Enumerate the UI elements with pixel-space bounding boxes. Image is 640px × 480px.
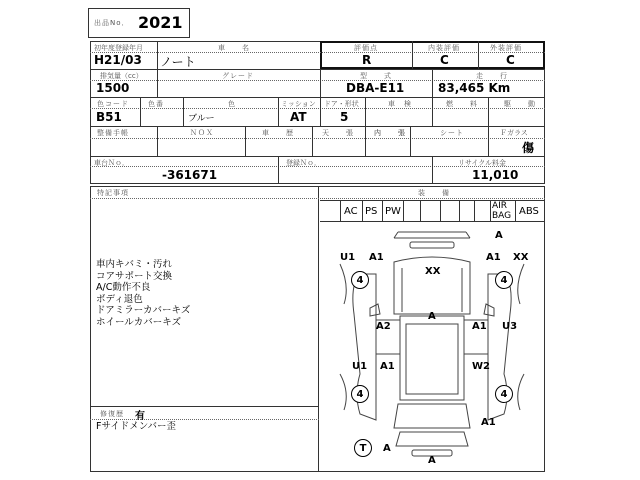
reg-label: 登録Ｎｏ． xyxy=(286,159,321,167)
glass-value: 傷 xyxy=(522,141,535,155)
interior-value: C xyxy=(440,53,449,67)
equip-ac: AC xyxy=(344,206,358,217)
roof-label: 天 張 xyxy=(322,129,354,137)
equip-ps: PS xyxy=(365,206,378,217)
mark-roof: A xyxy=(428,311,436,322)
seat-label: シート xyxy=(440,129,464,137)
mark-left-door: A2 xyxy=(376,321,391,332)
doors-label: ドア・形状 xyxy=(324,100,359,108)
lot-label: 出品No． xyxy=(94,19,130,27)
interior-label: 内装評価 xyxy=(428,44,460,52)
year-label: 初年度登録年月 xyxy=(94,44,143,52)
score-label: 評価点 xyxy=(354,44,378,52)
recycle-label: リサイクル料金 xyxy=(458,159,507,167)
history-label: 車 歴 xyxy=(262,129,294,137)
score-value: R xyxy=(362,53,372,67)
mark-right-rear: W2 xyxy=(472,361,490,372)
color-label: 色 xyxy=(228,100,236,108)
note-line: A/C動作不良 xyxy=(96,282,151,293)
glass-label: Ｆガラス xyxy=(500,129,528,137)
equipment-label: 装 備 xyxy=(418,189,450,197)
repair-label: 修復歴 xyxy=(100,410,124,418)
exterior-value: C xyxy=(506,53,515,67)
mark-left-rear2: A1 xyxy=(380,361,395,372)
color-value: ブルー xyxy=(188,114,215,124)
name-label: 車 名 xyxy=(218,44,250,52)
note-line: ドアミラーカバーキズ xyxy=(96,305,191,316)
mark-rear-right: A1 xyxy=(481,417,496,428)
tire-front-right: 4 xyxy=(495,271,513,289)
mark-hood-xx: XX xyxy=(425,266,441,277)
mission-label: ミッション xyxy=(281,100,316,108)
equip-pw: PW xyxy=(385,206,401,217)
mark-right-door: A1 xyxy=(472,321,487,332)
doors-value: 5 xyxy=(340,110,349,124)
displacement-value: 1500 xyxy=(96,81,130,95)
mileage-label: 走 行 xyxy=(476,72,508,80)
int-roof-label: 内 張 xyxy=(374,129,406,137)
color-code-label: 色コード xyxy=(97,100,129,108)
grade-label: グレード xyxy=(222,72,254,80)
maint-label: 整備手帳 xyxy=(97,129,129,137)
mark-right-door2: U3 xyxy=(502,321,518,332)
lot-number: 2021 xyxy=(138,13,183,32)
drive-label: 駆 動 xyxy=(504,100,536,108)
note-line: コアサポート交換 xyxy=(96,270,173,282)
fuel-label: 燃 料 xyxy=(446,100,478,108)
chassis-value: -361671 xyxy=(162,168,218,182)
spare-tire: T xyxy=(354,439,372,457)
model-label: 型 式 xyxy=(360,72,392,80)
tire-rear-left: 4 xyxy=(351,385,369,403)
chassis-label: 車台Ｎｏ． xyxy=(94,159,129,167)
model-value: DBA-E11 xyxy=(346,81,405,95)
note-line: ボディ退色 xyxy=(96,293,143,305)
equip-airbag: AIR BAG xyxy=(492,201,512,221)
displacement-label: 排気量（cc） xyxy=(100,72,143,80)
equip-abs: ABS xyxy=(519,206,539,217)
note-line: ホイールカバーキズ xyxy=(96,316,182,328)
notes-text xyxy=(96,259,190,328)
color-code-value: B51 xyxy=(96,110,122,124)
nox-label: ＮＯＸ xyxy=(190,129,214,137)
color-no-label: 色番 xyxy=(148,100,164,108)
mark-front-bumper: A xyxy=(495,230,503,241)
tire-front-left: 4 xyxy=(351,271,369,289)
year-value: H21/03 xyxy=(94,53,142,67)
mission-value: AT xyxy=(290,110,307,124)
mark-left-fender: U1 xyxy=(340,252,356,263)
tire-rear-right: 4 xyxy=(495,385,513,403)
mark-right-front: A1 xyxy=(486,252,501,263)
recycle-value: 11,010 xyxy=(472,168,519,182)
repair-detail: Fサイドメンバー歪 xyxy=(96,421,177,432)
name-value: ノート xyxy=(160,55,196,69)
mark-left-front: A1 xyxy=(369,252,384,263)
mileage-value: 83,465 Km xyxy=(438,81,511,95)
mark-rear-left: A xyxy=(383,443,391,454)
length-label: 車 検 xyxy=(388,100,412,108)
mark-rear-bumper: A xyxy=(428,455,436,466)
notes-label: 特記事項 xyxy=(97,189,129,197)
mark-left-rear: U1 xyxy=(352,361,368,372)
note-line: 車内キバミ・汚れ xyxy=(96,259,173,270)
repair-value: 有 xyxy=(135,411,145,422)
exterior-label: 外装評価 xyxy=(490,44,522,52)
mark-right-fender: XX xyxy=(513,252,529,263)
